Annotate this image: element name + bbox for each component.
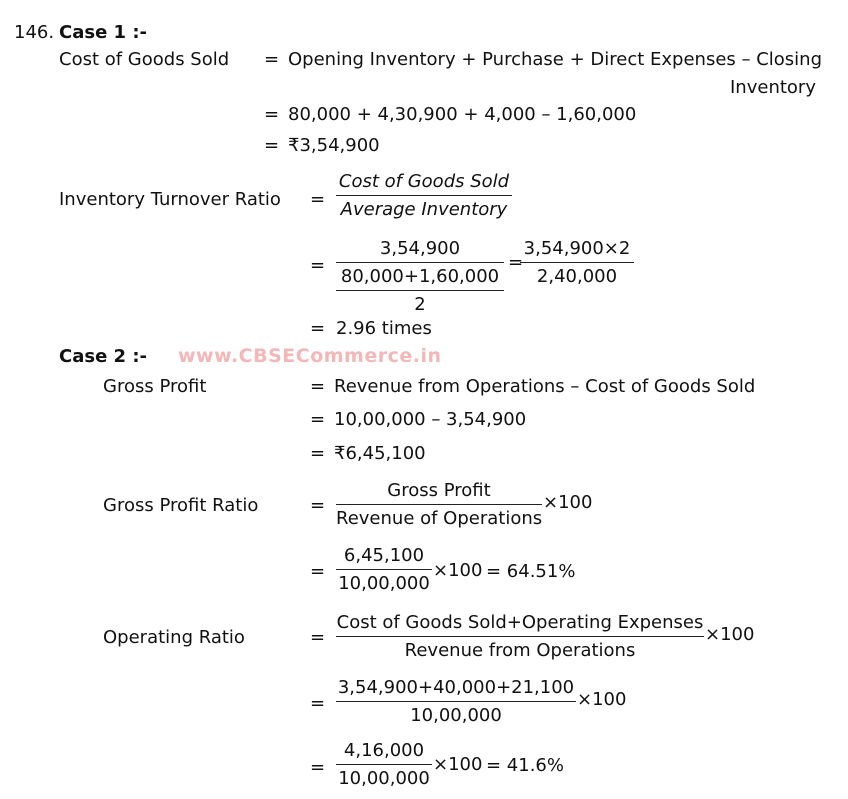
gpr-formula-fraction [336,480,542,530]
gp-substitution: 10,00,000 – 3,54,900 [334,409,527,430]
itr-step-denominator-bottom: 2 [414,294,426,315]
gpr-step-numerator: 6,45,100 [343,545,425,566]
opr-times-100: ×100 [705,624,755,645]
opr-formula-numerator: Cost of Goods Sold+Operating Expenses [336,612,704,633]
gp-label: Gross Profit [103,376,207,397]
opr-label: Operating Ratio [103,627,245,648]
itr-result: 2.96 times [336,318,432,339]
cogs-eq-3: = [264,135,280,156]
itr-step2-denominator: 2,40,000 [536,266,618,287]
itr-step-denominator-top: 80,000+1,60,000 [340,266,500,287]
itr-eq-1: = [310,189,326,210]
opr-step2-denominator: 10,00,000 [338,768,430,789]
cogs-eq-2: = [264,104,280,125]
fraction-bar [336,290,504,291]
fraction-bar [336,569,432,570]
gp-eq-3: = [310,443,326,464]
gp-eq-1: = [310,376,326,397]
fraction-bar [520,262,634,263]
cogs-eq-1: = [264,49,280,70]
cogs-formula-line2: Inventory [730,77,816,98]
gp-formula: Revenue from Operations – Cost of Goods Sold [334,376,756,397]
gpr-times-100: ×100 [543,492,593,513]
opr-step-denominator: 10,00,000 [410,705,502,726]
itr-eq-3: = [508,252,524,273]
fraction-bar [336,262,504,263]
fraction-bar [336,636,704,637]
watermark: www.CBSECommerce.in [178,345,442,367]
opr-step2-numerator: 4,16,000 [343,740,425,761]
cogs-label: Cost of Goods Sold [59,49,230,70]
gpr-eq-1: = [310,495,326,516]
case1-heading: Case 1 :- [59,22,148,43]
opr-step-fraction [336,677,576,727]
opr-eq-3: = [310,757,326,778]
cogs-formula-line1: Opening Inventory + Purchase + Direct Expenses – Closing [288,49,823,70]
itr-step-fraction [336,238,504,316]
gpr-step-fraction [336,545,432,595]
opr-step2-fraction [336,740,432,790]
itr-step-numerator: 3,54,900 [379,238,461,259]
opr-formula-fraction [336,612,704,662]
gpr-label: Gross Profit Ratio [103,495,259,516]
gp-result: ₹6,45,100 [334,443,426,464]
gpr-result: = 64.51% [486,561,576,582]
question-number: 146. [14,22,55,43]
itr-label: Inventory Turnover Ratio [59,189,281,210]
itr-step2-fraction [520,238,634,288]
opr-step-times-100: ×100 [577,689,627,710]
case2-heading: Case 2 :- [59,346,148,367]
opr-eq-2: = [310,693,326,714]
opr-formula-denominator: Revenue from Operations [404,640,636,661]
gp-eq-2: = [310,409,326,430]
fraction-bar [336,701,576,702]
cogs-substitution: 80,000 + 4,30,900 + 4,000 – 1,60,000 [288,104,637,125]
opr-step-numerator: 3,54,900+40,000+21,100 [337,677,575,698]
fraction-bar [336,764,432,765]
gpr-formula-denominator: Revenue of Operations [336,508,543,529]
cogs-result: ₹3,54,900 [288,135,380,156]
itr-formula-numerator: Cost of Goods Sold [338,171,510,192]
fraction-bar [336,195,512,196]
itr-formula-fraction [336,171,512,221]
gpr-step-times-100: ×100 [433,560,483,581]
itr-formula-denominator: Average Inventory [340,199,508,220]
itr-eq-4: = [310,318,326,339]
itr-eq-2: = [310,255,326,276]
opr-step2-times-100: ×100 [433,754,483,775]
gpr-eq-2: = [310,561,326,582]
gpr-formula-numerator: Gross Profit [387,480,491,501]
gpr-step-denominator: 10,00,000 [338,573,430,594]
opr-result: = 41.6% [486,755,564,776]
opr-eq-1: = [310,627,326,648]
fraction-bar [336,504,542,505]
itr-step2-numerator: 3,54,900×2 [523,238,631,259]
